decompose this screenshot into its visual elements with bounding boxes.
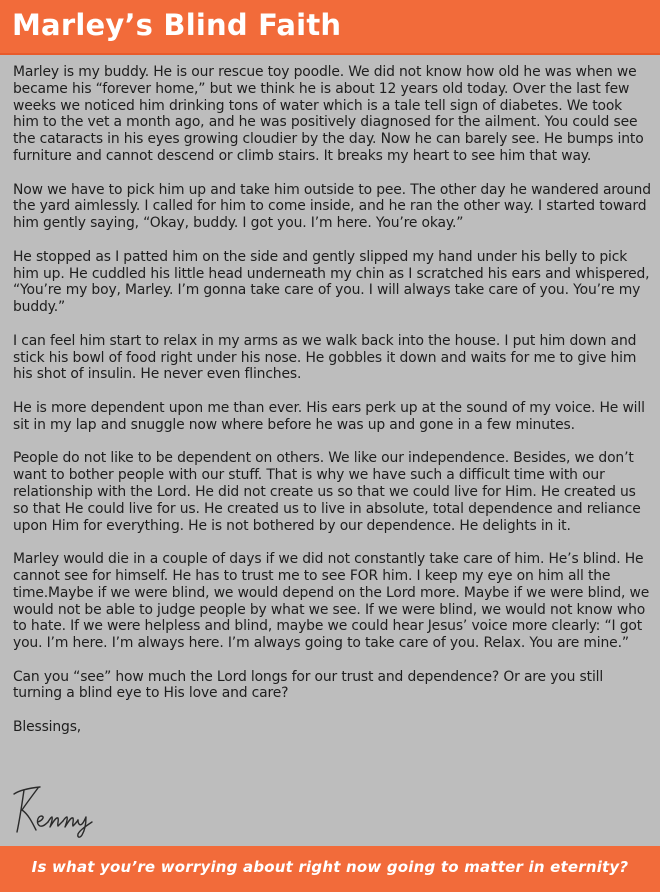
paragraph: I can feel him start to relax in my arms as we walk back into the house. I put him down and stick his bowl of food right under his nose. He gobbles it down and waits for me to give him his shot of insulin. He never even flinches. [13, 332, 637, 383]
paragraph: Now we have to pick him up and take him outside to pee. The other day he wandered around the yard aimlessly. I called for him to come inside, and he ran the other way. I started toward him gently saying, “Okay, buddy. I got you. I’m here. You’re okay.” [13, 181, 651, 232]
paragraph: People do not like to be dependent on others. We like our independence. Besides, we don’t want to bother people with our stuff. That is why we have such a difficult time with our relationship with the Lord. He did not create us so that we could live for Him. He created us so that He could live for us. He created us to live in absolute, total dependence and reliance upon Him for everything. He is not bothered by our dependence. He delights in it. [13, 450, 641, 534]
paragraph: Can you “see” how much the Lord longs for our trust and dependence? Or are you still turning a blind eye to His love and care? [13, 668, 604, 702]
header-banner [0, 0, 660, 55]
closing-text: Blessings, [13, 719, 82, 736]
paragraph: He is more dependent upon me than ever. His ears perk up at the sound of my voice. He will sit in my lap and snuggle now where before he was up and gone in a few minutes. [13, 399, 645, 433]
paragraph: Marley is my buddy. He is our rescue toy poodle. We did not know how old he was when we became his “forever home,” but we think he is about 12 years old today. Over the last few weeks we noticed him drinking tons of water which is a tale tell sign of diabetes. We took him to the vet a month ago, and he was positively diagnosed for the ailment. You could see the cataracts in his eyes growing cloudier by the day. Now he can barely see. He bumps into furniture and cannot descend or climb stairs. It breaks my heart to see him that way. [13, 64, 644, 164]
page-title: Marley’s Blind Faith [12, 8, 342, 42]
footer-banner [0, 846, 660, 892]
paragraph: Marley would die in a couple of days if we did not constantly take care of him. He’s blind. He cannot see for himself. He has to trust me to see FOR him. I keep my eye on him all the time.Maybe if we were blind, we would depend on the Lord more. Maybe if we were blind, we would not be able to judge people by what we see. If we were blind, we would not know who to hate. If we were helpless and blind, maybe we could hear Jesus’ voice more clearly: “I got you. I’m here. I’m always here. I’m always going to take care of you. Relax. You are mine.” [13, 551, 650, 652]
footer-tagline: Is what you’re worrying about right now going to matter in eternity? [31, 858, 629, 876]
article-body [13, 64, 651, 753]
paragraph: He stopped as I patted him on the side and gently slipped my hand under his belly to pick him up. He cuddled his little head underneath my chin as I scratched his ears and whispered, “You’re my boy, Marley. I’m gonna take care of you. I will always take care of you. You’re my buddy.” [13, 248, 650, 316]
signature-image [10, 782, 94, 840]
